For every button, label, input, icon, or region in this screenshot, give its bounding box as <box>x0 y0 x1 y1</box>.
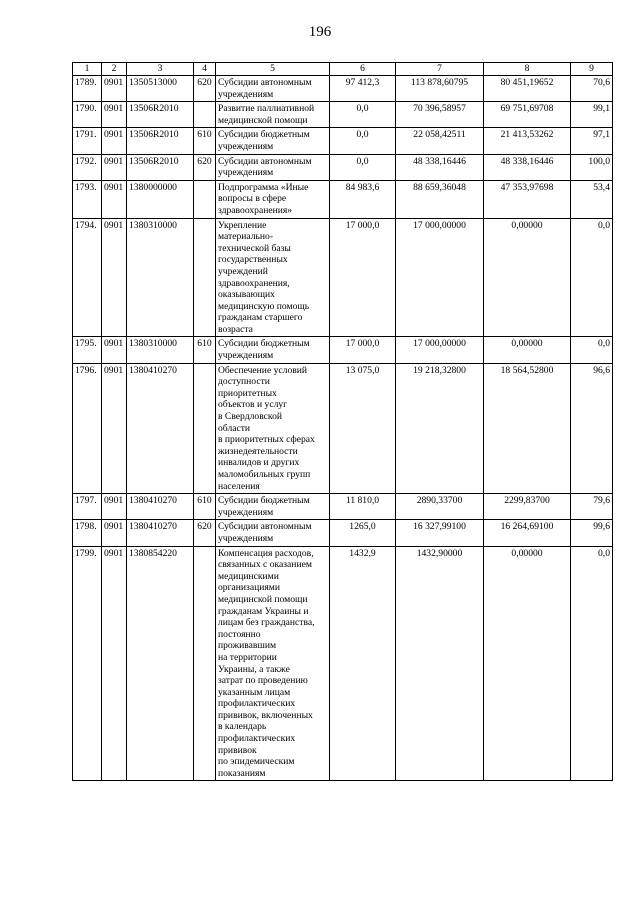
section-code-cell: 0901 <box>102 180 127 218</box>
name-line: лицам без гражданства, <box>218 617 315 629</box>
percent-cell: 53,4 <box>571 180 613 218</box>
name-cell <box>216 520 330 546</box>
name-line: Субсидии автономным <box>218 77 312 88</box>
name-cell <box>216 180 330 218</box>
header-cell: 6 <box>330 63 396 76</box>
budget-table <box>72 62 613 781</box>
approved-amount-cell: 19 218,32800 <box>396 363 484 494</box>
name-line: учреждениям <box>218 140 274 152</box>
expense-type-cell <box>194 363 216 494</box>
name-line: Субсидии бюджетным <box>218 495 310 507</box>
approved-amount-cell: 16 327,99100 <box>396 520 484 546</box>
name-line: Субсидии автономным <box>218 521 312 533</box>
executed-amount-cell: 16 264,69100 <box>484 520 571 546</box>
percent-cell: 0,0 <box>571 546 613 781</box>
expense-type-cell: 610 <box>194 128 216 154</box>
row-number-cell: 1795. <box>73 337 102 363</box>
name-cell <box>216 218 330 337</box>
percent-cell: 96,6 <box>571 363 613 494</box>
table-row <box>73 520 613 546</box>
name-line: населения <box>218 480 260 492</box>
percent-cell: 99,6 <box>571 520 613 546</box>
name-cell <box>216 546 330 781</box>
row-number-cell: 1789. <box>73 76 102 102</box>
target-article-cell: 13506R2010 <box>127 154 194 180</box>
page-number: 196 <box>308 24 332 40</box>
table-row <box>73 76 613 102</box>
name-line: здравоохранения, <box>218 277 290 289</box>
name-cell <box>216 494 330 520</box>
name-line: учреждениям <box>218 532 274 544</box>
name-line: организациями <box>218 582 280 594</box>
name-line: технической базы <box>218 242 291 254</box>
section-code-cell: 0901 <box>102 102 127 128</box>
name-line: проживавшим <box>218 640 277 652</box>
planned-amount-cell: 17 000,0 <box>330 337 396 363</box>
approved-amount-cell: 1432,90000 <box>396 546 484 781</box>
name-line: учреждениям <box>218 88 274 100</box>
table-row <box>73 337 613 363</box>
percent-cell: 0,0 <box>571 218 613 337</box>
header-cell: 8 <box>484 63 571 76</box>
name-line: объектов и услуг <box>218 399 288 411</box>
expense-type-cell <box>194 180 216 218</box>
name-line: Развитие паллиативной <box>218 103 315 115</box>
name-line: прививок <box>218 744 257 756</box>
name-line: Подпрограмма «Иные <box>218 181 309 193</box>
executed-amount-cell: 0,00000 <box>484 546 571 781</box>
approved-amount-cell: 48 338,16446 <box>396 154 484 180</box>
row-number-cell: 1797. <box>73 494 102 520</box>
name-line: показаниям <box>218 767 266 779</box>
name-line: профилактических <box>218 698 296 710</box>
row-number-cell: 1792. <box>73 154 102 180</box>
name-line: медицинскую помощь <box>218 300 310 312</box>
approved-amount-cell: 17 000,00000 <box>396 218 484 337</box>
name-line: гражданам Украины и <box>218 605 309 617</box>
target-article-cell: 1380854220 <box>127 546 194 781</box>
executed-amount-cell: 48 338,16446 <box>484 154 571 180</box>
name-line: гражданам старшего <box>218 312 303 324</box>
name-line: медицинской помощи <box>218 593 308 605</box>
row-number-cell: 1799. <box>73 546 102 781</box>
planned-amount-cell: 0,0 <box>330 102 396 128</box>
name-line: доступности <box>218 376 270 388</box>
percent-cell: 0,0 <box>571 337 613 363</box>
name-line: Субсидии автономным <box>218 155 312 167</box>
name-line: медицинскими <box>218 570 279 582</box>
row-number-cell: 1798. <box>73 520 102 546</box>
section-code-cell: 0901 <box>102 520 127 546</box>
planned-amount-cell: 13 075,0 <box>330 363 396 494</box>
name-line: материально- <box>218 231 274 243</box>
expense-type-cell: 610 <box>194 494 216 520</box>
percent-cell: 97,1 <box>571 128 613 154</box>
name-line: Обеспечение условий <box>218 364 308 376</box>
table-row <box>73 128 613 154</box>
expense-type-cell: 620 <box>194 76 216 102</box>
percent-cell: 99,1 <box>571 102 613 128</box>
header-cell: 2 <box>102 63 127 76</box>
percent-cell: 79,6 <box>571 494 613 520</box>
header-cell: 3 <box>127 63 194 76</box>
name-line: учреждениям <box>218 350 274 362</box>
name-cell <box>216 154 330 180</box>
target-article-cell: 1380410270 <box>127 363 194 494</box>
name-cell <box>216 128 330 154</box>
expense-type-cell <box>194 546 216 781</box>
section-code-cell: 0901 <box>102 76 127 102</box>
approved-amount-cell: 88 659,36048 <box>396 180 484 218</box>
table-row <box>73 180 613 218</box>
target-article-cell: 13506R2010 <box>127 128 194 154</box>
name-cell <box>216 102 330 128</box>
name-line: Укрепление <box>218 219 267 231</box>
table-row <box>73 494 613 520</box>
planned-amount-cell: 1265,0 <box>330 520 396 546</box>
name-line: учреждениям <box>218 506 274 518</box>
row-number-cell: 1794. <box>73 218 102 337</box>
table-row <box>73 154 613 180</box>
name-cell <box>216 76 330 102</box>
name-line: медицинской помощи <box>218 114 308 126</box>
table-row <box>73 363 613 494</box>
header-cell: 5 <box>216 63 330 76</box>
name-line: учреждениям <box>218 167 274 179</box>
name-line: в Свердловской <box>218 411 283 423</box>
percent-cell: 70,6 <box>571 76 613 102</box>
name-line: учреждений <box>218 265 268 277</box>
target-article-cell: 1380000000 <box>127 180 194 218</box>
percent-cell: 100,0 <box>571 154 613 180</box>
executed-amount-cell: 21 413,53262 <box>484 128 571 154</box>
header-cell: 1 <box>73 63 102 76</box>
name-line: маломобильных групп <box>218 469 311 480</box>
expense-type-cell: 620 <box>194 520 216 546</box>
expense-type-cell <box>194 102 216 128</box>
header-cell: 7 <box>396 63 484 76</box>
name-line: Субсидии бюджетным <box>218 338 310 350</box>
planned-amount-cell: 84 983,6 <box>330 180 396 218</box>
name-line: возраста <box>218 323 253 335</box>
section-code-cell: 0901 <box>102 546 127 781</box>
name-line: Украины, а также <box>218 663 290 675</box>
name-line: в приоритетных сферах <box>218 434 315 446</box>
section-code-cell: 0901 <box>102 128 127 154</box>
name-line: Субсидии бюджетным <box>218 129 310 141</box>
executed-amount-cell: 47 353,97698 <box>484 180 571 218</box>
target-article-cell: 13506R2010 <box>127 102 194 128</box>
name-line: связанных с оказанием <box>218 559 312 571</box>
name-line: профилактических <box>218 733 296 745</box>
planned-amount-cell: 11 810,0 <box>330 494 396 520</box>
name-line: оказывающих <box>218 289 275 301</box>
name-line: на территории <box>218 651 277 663</box>
expense-type-cell: 610 <box>194 337 216 363</box>
table-row <box>73 102 613 128</box>
name-line: по эпидемическим <box>218 756 295 768</box>
name-cell <box>216 363 330 494</box>
approved-amount-cell: 113 878,60795 <box>396 76 484 102</box>
name-line: постоянно <box>218 628 261 640</box>
expense-type-cell: 620 <box>194 154 216 180</box>
name-line: государственных <box>218 254 288 266</box>
section-code-cell: 0901 <box>102 154 127 180</box>
target-article-cell: 1380310000 <box>127 337 194 363</box>
row-number-cell: 1790. <box>73 102 102 128</box>
planned-amount-cell: 17 000,0 <box>330 218 396 337</box>
row-number-cell: 1793. <box>73 180 102 218</box>
header-cell: 4 <box>194 63 216 76</box>
approved-amount-cell: 2890,33700 <box>396 494 484 520</box>
name-line: Компенсация расходов, <box>218 547 314 559</box>
name-line: области <box>218 422 251 434</box>
executed-amount-cell: 0,00000 <box>484 337 571 363</box>
executed-amount-cell: 80 451,19652 <box>484 76 571 102</box>
name-cell <box>216 337 330 363</box>
name-line: инвалидов и других <box>218 457 300 469</box>
section-code-cell: 0901 <box>102 363 127 494</box>
name-line: здравоохранения» <box>218 204 293 216</box>
name-line: приоритетных <box>218 387 277 399</box>
target-article-cell: 1350513000 <box>127 76 194 102</box>
table-row <box>73 218 613 337</box>
name-line: указанным лицам <box>218 686 291 698</box>
target-article-cell: 1380410270 <box>127 520 194 546</box>
approved-amount-cell: 70 396,58957 <box>396 102 484 128</box>
name-line: жизнедеятельности <box>218 445 298 457</box>
executed-amount-cell: 69 751,69708 <box>484 102 571 128</box>
name-line: прививок, включенных <box>218 709 313 721</box>
planned-amount-cell: 1432,9 <box>330 546 396 781</box>
section-code-cell: 0901 <box>102 494 127 520</box>
target-article-cell: 1380410270 <box>127 494 194 520</box>
planned-amount-cell: 0,0 <box>330 154 396 180</box>
approved-amount-cell: 17 000,00000 <box>396 337 484 363</box>
row-number-cell: 1796. <box>73 363 102 494</box>
expense-type-cell <box>194 218 216 337</box>
name-line: затрат по проведению <box>218 675 308 687</box>
executed-amount-cell: 2299,83700 <box>484 494 571 520</box>
name-line: вопросы в сфере <box>218 193 287 205</box>
section-code-cell: 0901 <box>102 337 127 363</box>
target-article-cell: 1380310000 <box>127 218 194 337</box>
table-body <box>73 76 613 781</box>
name-line: в календарь <box>218 721 267 733</box>
table-row <box>73 546 613 781</box>
executed-amount-cell: 0,00000 <box>484 218 571 337</box>
header-cell: 9 <box>571 63 613 76</box>
section-code-cell: 0901 <box>102 218 127 337</box>
executed-amount-cell: 18 564,52800 <box>484 363 571 494</box>
row-number-cell: 1791. <box>73 128 102 154</box>
table-header-row <box>73 63 613 76</box>
planned-amount-cell: 0,0 <box>330 128 396 154</box>
approved-amount-cell: 22 058,42511 <box>396 128 484 154</box>
planned-amount-cell: 97 412,3 <box>330 76 396 102</box>
